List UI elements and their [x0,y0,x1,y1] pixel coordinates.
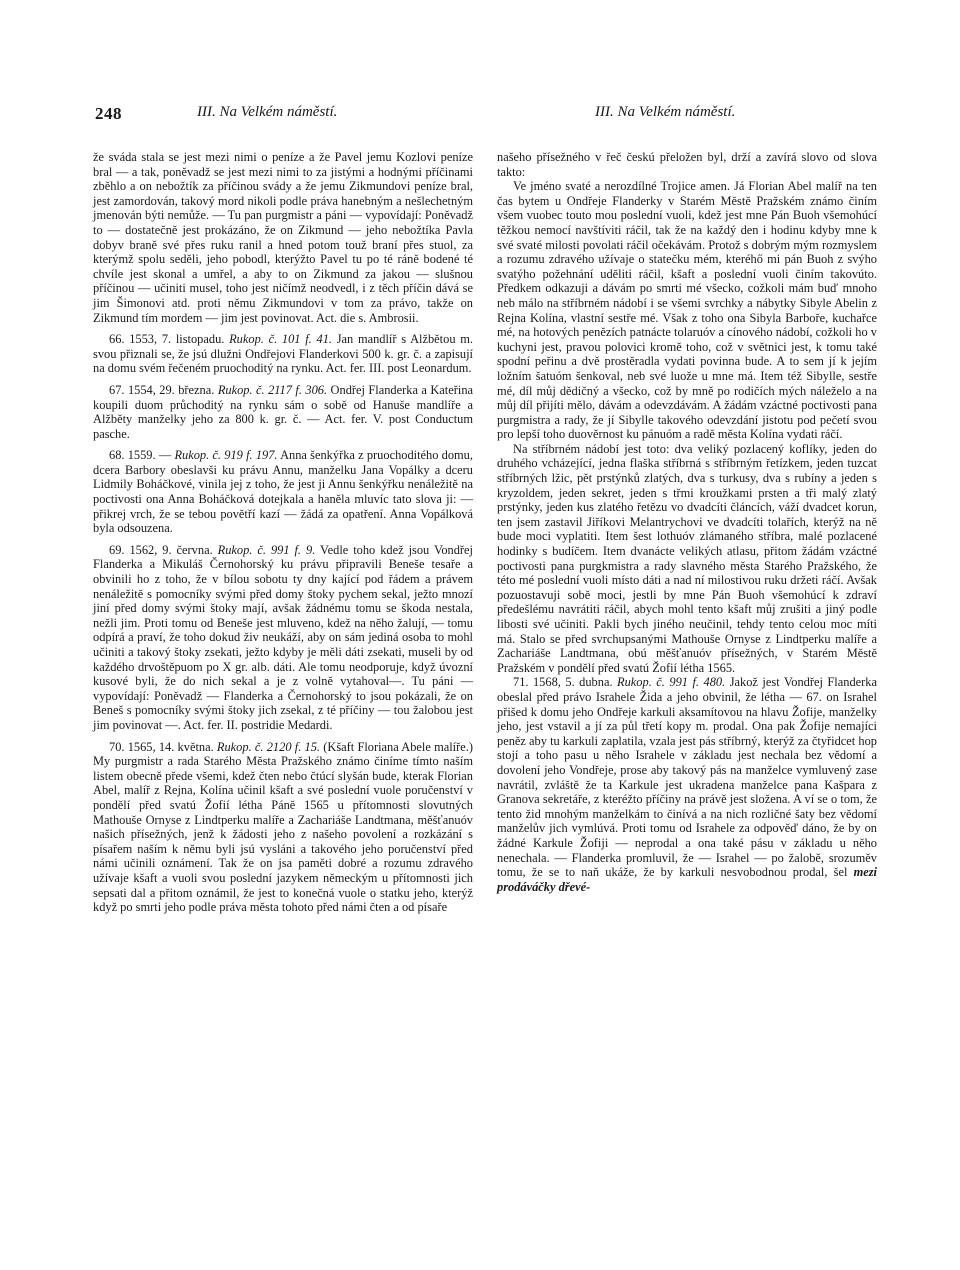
page-header [95,104,875,128]
paragraph-continuation: že sváda stala se jest mezi nimi o peníze a že Pavel jemu Kozlovi peníze bral — a tak, poněvadž se jest mezi nimi to za jistými a hodnými příčinami zběhlo a on nebožtík za příčinou svády a že jemu Zikmundovi peníze bral, jest zamordován, takový mord nikoli podle práva hanebným a nešlechetným jmenován býti nemůže. — Tu pan purgmistr a páni — vypovídají: Poněvadž to — dostatečně jest prokázáno, že on Zikmund — jeho nebožtíka Pavla dobyv braně své přes ruku ranil a hned potom touž braní přes stuol, za kterýmž spolu seděli, jeho pobodl, kterýžto Pavel tu po té ráně bodené té chvíle jest skonal a umřel, a aby to on Zikmund za jakou — slušnou příčinou — učiniti musel, toho jest ničímž neodvedl, i z těch příčin dává se jim Šimonovi atd. proti němu Zikmundovi v tom za právo, takže on Zikmund tím mordem — jim jest povinovat. Act. die s. Ambrosii. [93,150,473,325]
left-column [93,150,473,915]
entry-71-text: Jakož jest Vondřej Flanderka obeslal před právo Israhele Žida a jeho obvinil, že létha — 67. on Israhel přišed k domu jeho Ondřeje karkuli aksamítovou na hlavu Žofije, manželky jeho, jest vstavil a jí za půl třetí kopy m. prodal. Ona pak Žofije nemajíci peněz aby tu karkuli zaplatila, vzala jest pás stříbrný, kterýž za čtyřidcet hop stojí a toho pasu u něho Israhele v základu jest nechala bez vědomí a dovolení jeho Vondřeje, prose aby takový pás na manželce vymluvený zase navrátil, zvláště že ta Karkule jest ukradena manželce pana Kašpara z Granova sekretáře, z kteréžto příčiny na právě jest složena. A ví se o tom, že tento žid mnohým manželkám to činívá a na nich rozličné šaty bez vědomí manželův jich vymlúvá. Proti tomu od Israhele za odpověď dáno, že by on žádné Karkule Žofiji — neprodal a ona také pásu v základu u něho nenechala. — Flanderka promluvil, že — Israhel — po žalobě, srozuměv tomu, že se to naň ukáže, že by karkuli nesvobodnou prodal, šel [497,675,877,880]
silver-inventory: Na stříbrném nádobí jest toto: dva veliký pozlacený koflíky, jeden do druhého vcházející, jedna flaška stříbrná s stříbrným řetízkem, jeden tuzcat stříbrných lžic, pět prstýnků zlatých, dva s turkusy, dva s rubíny a jeden s kryzoldem, jeden sekret, jeden s třmi kroužkami prsten a tři malý zlatý prstýnky, jeden kus zlatého řetězu vo dvadcíti článcích, váží dvadcet korun, ten jsem zastavil Jiříkovi Melantrychovi ve dvadcíti tolařích, kterýž na ně bude moci vyplatiti. Item šest lothuóv zlámaného stříbra, malé pozlacené hodinky s budíčem. Item dvanácte velikých atlasu, přitom žádám vzáctné poctivosti pana purgkmistra a rady slavného města Starého Pražského, že této mé poslední vuoli místo dáti a nad ní milostivou ruku držeti ráčí. Avšak pozuostavuji sobě moci, jestli by mne Pán Buoh všemohúcí k zdraví předešlému navrátiti ráčil, abych mohl tento kšaft můj zrušiti a jiný podle libosti své učiniti. Pakli bych jiného neučinil, tehdy tento celou moc míti má. Stalo se před svrchupsanými Mathouše Ornyse z Lindtperku malíře a Zachariáše Landtmana, obú měšťanuóv přísežných, v Starém Městě Pražském v pondělí před svatú Žofií létha 1565. [497,441,877,675]
entry-69-lead: 69. 1562, 9. června. [109,542,213,557]
entry-67-lead: 67. 1554, 29. března. [109,382,215,397]
entry-68-lead: 68. 1559. — [109,448,172,463]
page-number: 248 [95,104,122,123]
right-column [497,150,877,894]
paragraph-continuation-right: našeho přísežného v řeč českú přeložen byl, drží a zavírá slovo od slova takto: [497,150,877,179]
entry-70-ref: Rukop. č. 2120 f. 15. [216,739,321,754]
entry-67-ref: Rukop. č. 2117 f. 306. [217,382,328,397]
entry-66 [93,332,473,376]
entry-71 [497,675,877,894]
entry-70-lead: 70. 1565, 14. května. [109,739,214,754]
entry-67-text: Ondřej Flanderka a Kateřina koupili duom průchoditý na rynku sám o sobě od Hanuše mandlíře a Alžběty manželky jeho za 800 k. gr. č. — Act. fer. V. post Conductum pasche. [93,382,474,441]
entry-68-text: Anna šenkýřka z pruochoditého domu, dcera Barbory obeslavši ku právu Annu, manželku Jana Vopálky a dceru Lidmily Boháčkové, vinila jej z toho, že jest ji Annu šenkýřku nenáležitě na poctivosti ona Anna Boháčková dotejkala a haněla mluvíc tato slova ji: — přikrej vrch, že se tebou povětří kazí — žádá za opatření. Anna Vopálková byla odsouzena. [93,448,473,536]
entry-66-ref: Rukop. č. 101 f. 41. [229,332,332,347]
testament-text: Ve jméno svaté a nerozdílné Trojice amen. Já Florian Abel malíř na ten čas bytem u Ondřeje Flanderky v Starém Městě Pražském známo činím všem vuobec touto mou poslední vuoli, kdež jest mne Pán Buoh všemohúcí těžkou nemocí navštíviti ráčil, tak že na každý den i hodinu kdyby mne k své svaté milosti povolati ráčil očekávám. Protož s dobrým mým rozmyslem a rozumu zdravého užívaje o statečku mém, kteréhő mi pán Buoh z svýho svatýho požehnání uděliti ráčil, kšaft a poslední vuoli činím takovúto. Předkem odkazuji a dávám po smrti mé všecko, cožkoli mám buď mnoho neb málo na stříbrném nádobí i se všemi svrchky a nábytky Sibyle Abelin z Rejna Kolína, vlastní sestře mé. Však z toho ona Sibyla Barboře, kuchařce mé, na hotových penězích patnácte tolaruóv a cínového nádobí, cožkoli ho v kuchyni jest, pravou polovici kromě toho, což v světnici jest, k tomu také spodní peřinu a dvě prostěradla vydati povinna bude. A to sem jí k jejím ložním šatuóm šenkoval, neb své luože u mne má. Item též Sibylle, sestře mé, díl můj dědičný a všecko, což by mně po rodičích mých náleželo a na můj díl přijíti mělo, dávám a odevzdávám. A žádám vzáctné poctivosti pana purgmistra a rady, že jí Sibylle takového odevzdání jistotu pod pečetí svou pro lepší toho duověrnost ku pánuóm a radě města Kolína vydati ráčí. [497,179,877,442]
entry-66-lead: 66. 1553, 7. listopadu. [109,332,225,347]
entry-71-tail: mezi prodáváčky dřevé- [497,865,877,894]
entry-69-text: Vedle toho kdež jsou Vondřej Flanderka a Mikuláš Černohorský ku právu připravili Beneše tesaře a obvinili ho z toho, že v bílou sobotu ty dny kající pod řádem a právem nenáležitě s pomocníky svými před domy štoky pychem sekal, ježto mnozí jiní před domy svými štoky mají, avšak žádnému tomu se škoda nestala, nežli jim. Proti tomu od Beneše jest mluveno, kdež na něho žalují, — tomu odpírá a praví, že toho dokud živ neukáží, aby on sám jediná osoba to mohl učiniti a takový štoky zsekati, ježto kdyby je měli dáti zsekati, museli by od každého drvoštěpuom po X gr. alb. dáti. Ale tomu neodporuje, když úvozní kusové byli, že do nich sekal a je z volně vytahoval—. Tu páni — vypovídají: Poněvadž — Flanderka a Černohorský to jsou pokázali, že on Beneš s pomocníky svými štoky jich zsekal, z té příčiny — tou žalobou jest jim povinovat —. Act. fer. II. postridie Medardi. [93,542,473,732]
entry-70 [93,740,473,915]
entry-71-ref: Rukop. č. 991 f. 480. [617,675,726,690]
entry-68 [93,448,473,536]
entry-69-ref: Rukop. č. 991 f. 9. [217,542,316,557]
entry-66-text: Jan mandlíř s Alžbětou m. svou přiznali se, že jsú dlužni Ondřejovi Flanderkovi 500 k. gr. č. a zapisují na domu svém řečeném pruochoditý na rynku. Act. fer. III. post Leonardum. [93,332,473,376]
entry-70-text: (Kšaft Floriana Abele malíře.) My purgmistr a rada Starého Města Pražského známo činíme tímto naším listem obecně přede všemi, kdež čten nebo čtúcí slyšán bude, kterak Florian Abel, malíř z Rejna, Kolína učinil kšaft a své poslední vuole poručenství v pondělí před svatú Žofií létha Páně 1565 u přítomnosti slovutných Mathouše Ornyse z Lindtperku malíře a Zachariáše Landtmana, měšťanuóv našich přísežných, jenž k žádosti jeho z našeho povolení a rozkázání s písařem naším k němu byli jsú vysláni a takového jeho poručenství před námi učinili oznámení. Tak že on jsa paměti dobré a rozumu zdravého užívaje kšaft a vuoli svou poslední jazykem německým u přítomnosti jich sepsati dal a přitom oznámil, že jest to konečná vuole o statku jeho, kterýž když po smrti jeho podle práva města tohoto před námi čten a od písaře [93,739,473,915]
running-head-right: III. Na Velkém náměstí. [595,104,736,120]
running-head-left: III. Na Velkém náměstí. [197,104,338,120]
entry-68-ref: Rukop. č. 919 f. 197. [174,448,278,463]
entry-69 [93,543,473,733]
entry-67 [93,383,473,441]
entry-71-lead: 71. 1568, 5. dubna. [513,675,613,690]
